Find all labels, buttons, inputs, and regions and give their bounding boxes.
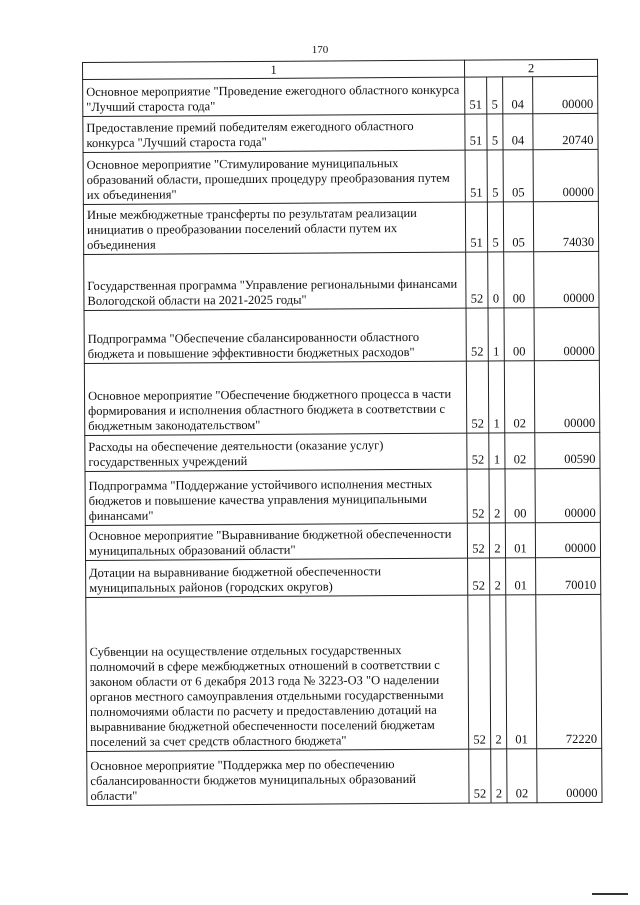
- row-code-program: 52: [466, 252, 488, 308]
- row-code-program: 51: [465, 150, 487, 202]
- page-number: 170: [311, 44, 329, 56]
- header-col-1: 1: [83, 60, 465, 79]
- row-code-subprogram: 2: [489, 523, 505, 558]
- row-name: Основное мероприятие "Стимулирование муниципальных образований области, прошедших процедуру преобразования путем их объединения": [83, 150, 465, 204]
- row-code-direction: 70010: [536, 557, 601, 594]
- row-code-event: 01: [505, 523, 535, 558]
- table-row: [85, 432, 600, 471]
- row-code-subprogram: 5: [487, 202, 503, 252]
- scan-edge-mark: [592, 893, 628, 895]
- row-code-program: 52: [467, 469, 489, 523]
- row-code-event: 01: [506, 558, 536, 595]
- row-code-subprogram: 5: [487, 150, 503, 202]
- row-code-direction: 74030: [533, 201, 598, 251]
- row-code-subprogram: 5: [487, 114, 503, 150]
- row-name: Дотации на выравнивание бюджетной обеспеченности муниципальных районов (городских округов): [86, 558, 468, 597]
- row-code-event: 04: [503, 77, 533, 114]
- row-code-program: 51: [465, 114, 487, 150]
- row-code-direction: 00000: [535, 522, 600, 557]
- row-code-direction: 00000: [537, 748, 602, 802]
- row-code-event: 02: [505, 433, 535, 469]
- row-code-program: 52: [467, 523, 489, 558]
- row-code-subprogram: 1: [488, 361, 504, 433]
- row-code-event: 05: [503, 202, 533, 252]
- row-code-event: 00: [505, 469, 535, 523]
- header-col-2: 2: [464, 59, 597, 77]
- row-code-subprogram: 2: [491, 749, 507, 803]
- table-row: [85, 468, 600, 525]
- table-row: [87, 748, 602, 805]
- row-code-program: 51: [465, 77, 487, 114]
- row-code-subprogram: 1: [489, 433, 505, 469]
- table-row: [84, 360, 599, 435]
- table-row: [86, 557, 601, 597]
- table-row: [83, 149, 598, 204]
- row-code-event: 00: [504, 252, 534, 308]
- row-code-direction: 00000: [535, 468, 600, 522]
- row-code-subprogram: 0: [488, 252, 504, 308]
- table-row: [83, 113, 598, 152]
- row-name: Основное мероприятие "Поддержка мер по обеспечению сбалансированности бюджетов муниципальных образований области": [87, 749, 469, 805]
- row-code-event: 02: [507, 749, 537, 803]
- row-code-program: 52: [466, 361, 488, 433]
- row-code-program: 52: [466, 308, 488, 361]
- row-code-event: 02: [504, 361, 534, 433]
- row-code-subprogram: 5: [487, 77, 503, 114]
- row-code-direction: 00590: [535, 432, 600, 468]
- table-row: [83, 76, 598, 116]
- row-code-event: 05: [503, 150, 533, 202]
- row-name: Государственная программа "Управление региональными финансами Вологодской области на 2021-2025 годы": [84, 252, 466, 310]
- row-name: Основное мероприятие "Выравнивание бюджетной обеспеченности муниципальных образований области": [85, 523, 467, 560]
- row-code-program: 52: [467, 433, 489, 469]
- row-name: Подпрограмма "Поддержание устойчивого исполнения местных бюджетов и повышение качества управления муниципальными финансами": [85, 469, 467, 525]
- row-name: Предоставление премий победителям ежегодного областного конкурса "Лучший староста года": [83, 114, 465, 152]
- table-row: [84, 307, 599, 363]
- row-name: Иные межбюджетные трансферты по результатам реализации инициатив о преобразовании поселений области путем их объединения: [83, 202, 465, 254]
- row-code-direction: 20740: [533, 113, 598, 149]
- row-code-program: 52: [468, 558, 490, 595]
- table-row: [85, 522, 600, 560]
- row-code-direction: 00000: [534, 251, 599, 307]
- row-name: Основное мероприятие "Проведение ежегодного областного конкурса "Лучший староста года": [83, 77, 465, 116]
- row-code-direction: 72220: [536, 594, 602, 748]
- row-code-direction: 00000: [534, 307, 599, 360]
- table-row: [86, 594, 602, 751]
- budget-classification-table: [82, 59, 603, 806]
- row-name: Расходы на обеспечение деятельности (оказание услуг) государственных учреждений: [85, 433, 467, 471]
- row-code-program: 52: [469, 749, 491, 803]
- row-code-subprogram: 1: [488, 308, 504, 361]
- row-code-direction: 00000: [533, 149, 598, 201]
- row-name: Субвенции на осуществление отдельных государственных полномочий в сфере межбюджетных отношений в соответствии с законом области от 6 декабря 2013 года № 3223-ОЗ "О наделении органов местного самоуправления отдельными государственными полномочиями области по расчету и предоставлению дотаций на выравнивание бюджетной обеспеченности поселений бюджетам поселений за счет средств областного бюджета": [86, 595, 469, 751]
- row-code-event: 04: [503, 114, 533, 150]
- row-code-event: 01: [506, 595, 537, 749]
- row-code-direction: 00000: [533, 76, 598, 113]
- row-code-event: 00: [504, 308, 534, 361]
- row-code-program: 52: [468, 595, 491, 749]
- row-code-subprogram: 2: [490, 558, 506, 595]
- row-code-subprogram: 2: [490, 595, 507, 749]
- table-row: [84, 251, 599, 310]
- row-name: Основное мероприятие "Обеспечение бюджетного процесса в части формирования и исполнения областного бюджета в соответствии с бюджетным законодательством": [84, 361, 466, 435]
- table-row: [83, 201, 598, 254]
- row-code-direction: 00000: [534, 360, 599, 432]
- row-code-program: 51: [465, 202, 487, 252]
- row-code-subprogram: 2: [489, 469, 505, 523]
- row-name: Подпрограмма "Обеспечение сбалансированности областного бюджета и повышение эффективности бюджетных расходов": [84, 308, 466, 363]
